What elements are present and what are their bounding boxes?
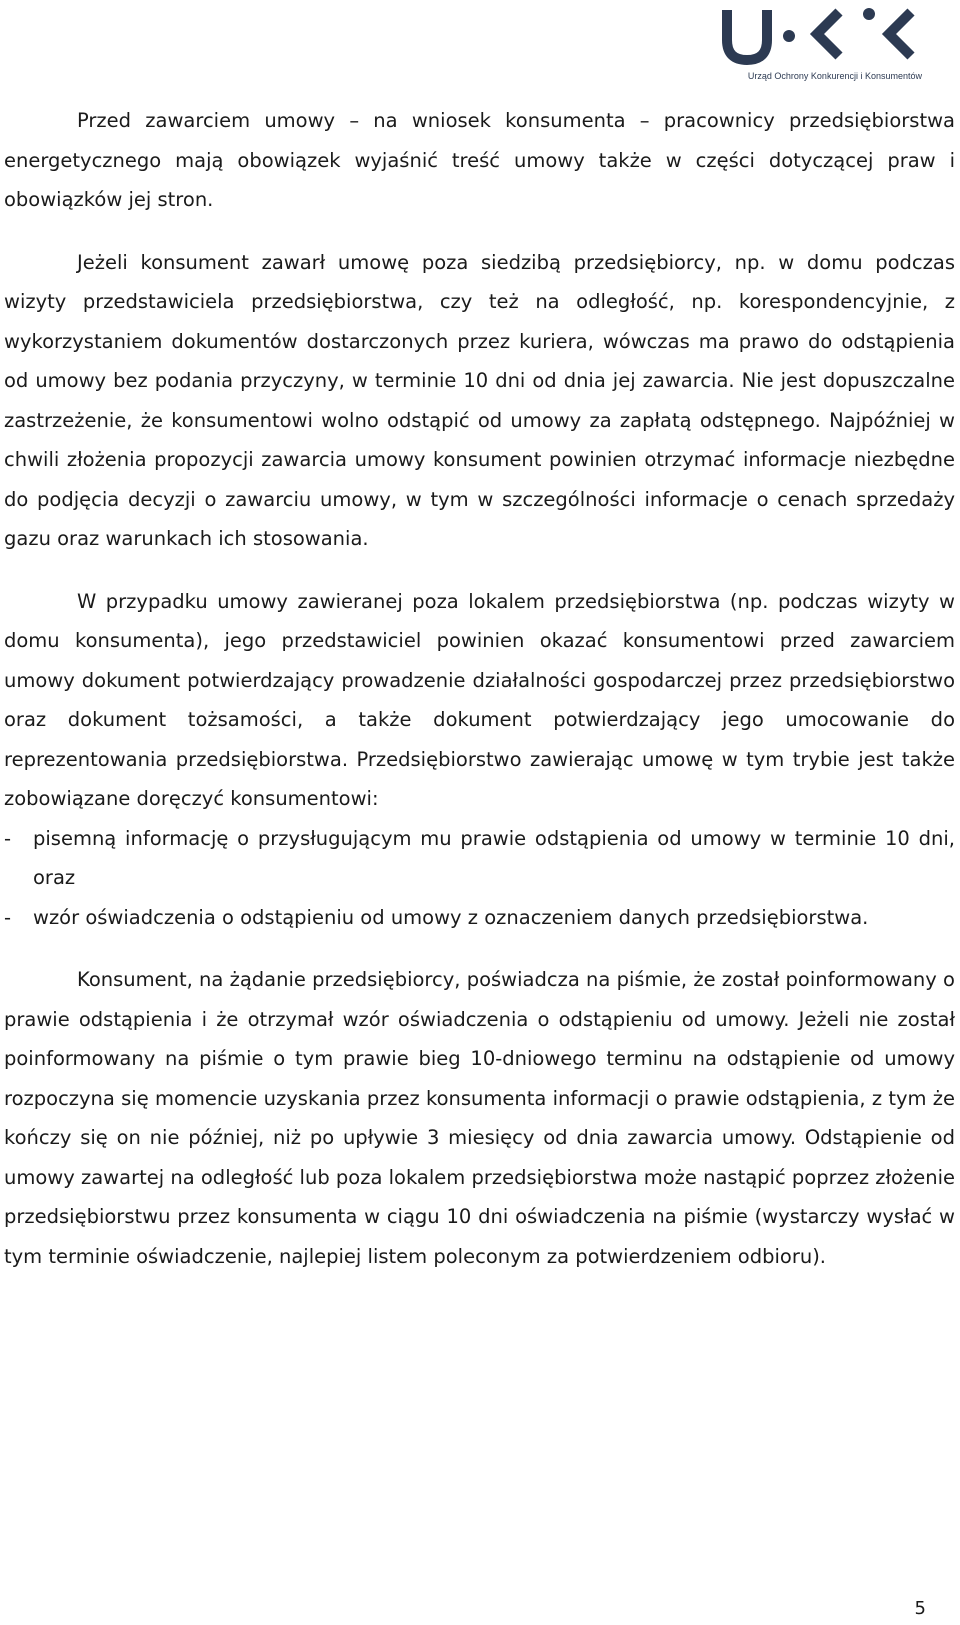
list-item — [4, 898, 955, 938]
paragraph: Jeżeli konsument zawarł umowę poza siedzibą przedsiębiorcy, np. w domu podczas wizyty przedstawiciela przedsiębiorstwa, czy też na odległość, np. korespondencyjnie, z wykorzystaniem dokumentów dostarczonych przez kuriera, wówczas ma prawo do odstąpienia od umowy bez podania przyczyny, w terminie 10 dni od dnia jej zawarcia. Nie jest dopuszczalne zastrzeżenie, że konsumentowi wolno odstąpić od umowy za zapłatą odstępnego. Najpóźniej w chwili złożenia propozycji zawarcia umowy konsument powinien otrzymać informacje niezbędne do podjęcia decyzji o zawarciu umowy, w tym w szczególności informacje o cenach sprzedaży gazu oraz warunkach ich stosowania. — [4, 250, 955, 550]
document-body — [4, 101, 955, 1299]
uokik-logo-mark — [721, 4, 916, 70]
uokik-logo — [724, 4, 924, 84]
delivery-list — [4, 819, 955, 938]
logo-caption: Urząd Ochrony Konkurencji i Konsumentów — [747, 71, 922, 81]
list-item — [4, 819, 955, 898]
list-marker: - — [4, 905, 12, 929]
list-marker: - — [4, 826, 12, 850]
paragraph: Przed zawarciem umowy – na wniosek konsumenta – pracownicy przedsiębiorstwa energetycznego mają obowiązek wyjaśnić treść umowy także w części dotyczącej praw i obowiązków jej stron. — [4, 109, 955, 211]
list-item-text: pisemną informację o przysługującym mu prawie odstąpienia od umowy w terminie 10 dni, oraz — [33, 826, 955, 889]
list-item-text: wzór oświadczenia o odstąpieniu od umowy z oznaczeniem danych przedsiębiorstwa. — [33, 905, 869, 929]
paragraph: Konsument, na żądanie przedsiębiorcy, poświadcza na piśmie, że został poinformowany o prawie odstąpienia i że otrzymał wzór oświadczenia o odstąpieniu od umowy. Jeżeli nie został poinformowany na piśmie o tym prawie bieg 10-dniowego terminu na odstąpienie od umowy rozpoczyna się momencie uzyskania przez konsumenta informacji o prawie odstąpienia, z tym że kończy się on nie później, niż po upływie 3 miesięcy od dnia zawarcia umowy. Odstąpienie od umowy zawartej na odległość lub poza lokalem przedsiębiorstwa może nastąpić poprzez złożenie przedsiębiorstwu przez konsumenta w ciągu 10 dni oświadczenia na piśmie (wystarczy wysłać w tym terminie oświadczenie, najlepiej listem poleconym za potwierdzeniem odbioru). — [4, 968, 955, 1268]
paragraph: W przypadku umowy zawieranej poza lokalem przedsiębiorstwa (np. podczas wizyty w domu konsumenta), jego przedstawiciel powinien okazać konsumentowi przed zawarciem umowy dokument potwierdzający prowadzenie działalności gospodarczej przez przedsiębiorstwo oraz dokument tożsamości, a także dokument potwierdzający jego umocowanie do reprezentowania przedsiębiorstwa. Przedsiębiorstwo zawierając umowę w tym trybie jest także zobowiązane doręczyć konsumentowi: — [4, 589, 955, 810]
page-number: 5 — [914, 1598, 926, 1619]
